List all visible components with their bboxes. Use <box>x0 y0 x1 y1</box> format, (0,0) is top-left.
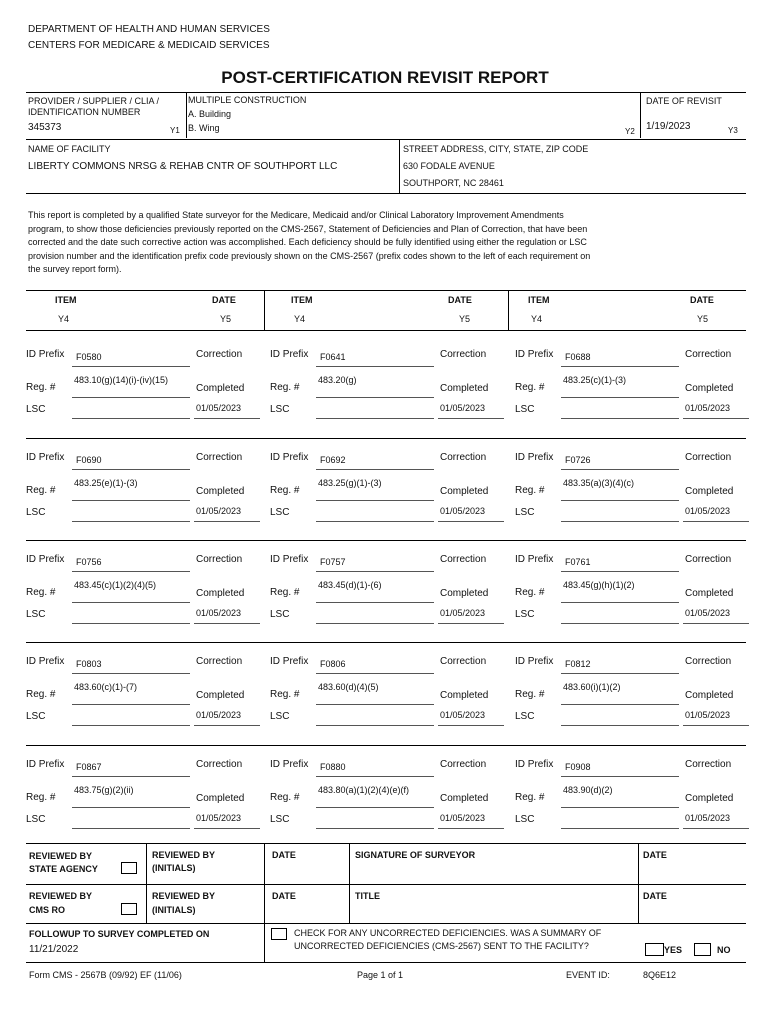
date-underline <box>438 623 504 624</box>
completion-date: 01/05/2023 <box>440 813 486 823</box>
completion-date: 01/05/2023 <box>440 403 486 413</box>
correction-label: Correction <box>440 452 487 463</box>
lsc-underline <box>72 623 190 624</box>
reg-label: Reg. # <box>26 485 56 496</box>
reg-underline <box>316 704 434 705</box>
id-prefix-value: F0580 <box>76 352 102 362</box>
id-prefix-value: F0867 <box>76 762 102 772</box>
reg-underline <box>72 704 190 705</box>
signature-label: SIGNATURE OF SURVEYOR <box>355 850 476 860</box>
reg-label: Reg. # <box>515 792 545 803</box>
lsc-label: LSC <box>270 507 290 518</box>
id-prefix-underline <box>72 571 190 572</box>
correction-label: Correction <box>685 656 732 667</box>
lsc-underline <box>316 418 434 419</box>
uncorrected-question-1: CHECK FOR ANY UNCORRECTED DEFICIENCIES. WAS A SUMMARY OF <box>294 928 602 938</box>
reg-value: 483.25(c)(1)-(3) <box>563 375 627 385</box>
correction-label: Correction <box>196 452 243 463</box>
lsc-underline <box>72 828 190 829</box>
initials-label-2: (INITIALS) <box>152 905 196 915</box>
lsc-label: LSC <box>270 814 290 825</box>
col-item-code: Y4 <box>294 314 306 324</box>
completion-date: 01/05/2023 <box>685 813 731 823</box>
page-number: Page 1 of 1 <box>357 970 404 980</box>
completed-label: Completed <box>440 486 489 497</box>
completed-label: Completed <box>685 588 734 599</box>
title-label: TITLE <box>355 891 380 901</box>
followup-label: FOLLOWUP TO SURVEY COMPLETED ON <box>29 929 210 939</box>
reg-label: Reg. # <box>26 792 56 803</box>
reg-value: 483.60(c)(1)-(7) <box>74 682 138 692</box>
id-prefix-label: ID Prefix <box>26 349 65 360</box>
completed-label: Completed <box>685 486 734 497</box>
construction-label: MULTIPLE CONSTRUCTION <box>188 95 307 105</box>
facility-label: NAME OF FACILITY <box>28 144 111 154</box>
id-prefix-label: ID Prefix <box>270 349 309 360</box>
lsc-label: LSC <box>26 814 46 825</box>
construction-building: A. Building <box>188 109 232 119</box>
date-underline <box>194 828 260 829</box>
completed-label: Completed <box>440 383 489 394</box>
date-underline <box>438 521 504 522</box>
address-label: STREET ADDRESS, CITY, STATE, ZIP CODE <box>403 144 589 154</box>
lsc-label: LSC <box>515 609 535 620</box>
intro-line: provision number and the identification prefix code previously shown on the CMS-2567 (prefix codes shown to the left of each requirement on <box>28 250 591 261</box>
reg-value: 483.45(c)(1)(2)(4)(5) <box>74 580 157 590</box>
reg-label: Reg. # <box>270 587 300 598</box>
id-prefix-underline <box>561 366 679 367</box>
initials-label-2: (INITIALS) <box>152 863 196 873</box>
id-prefix-value: F0757 <box>320 557 346 567</box>
id-prefix-underline <box>561 469 679 470</box>
completed-label: Completed <box>440 588 489 599</box>
reg-underline <box>316 602 434 603</box>
reg-value: 483.25(g)(1)-(3) <box>318 478 382 488</box>
id-prefix-value: F0803 <box>76 659 102 669</box>
col-item-code: Y4 <box>58 314 70 324</box>
reg-label: Reg. # <box>515 587 545 598</box>
date-underline <box>683 418 749 419</box>
completion-date: 01/05/2023 <box>685 403 731 413</box>
id-prefix-label: ID Prefix <box>515 656 554 667</box>
review-date-label: DATE <box>272 891 296 901</box>
reg-label: Reg. # <box>26 587 56 598</box>
yes-label: YES <box>664 945 683 955</box>
completed-label: Completed <box>196 690 245 701</box>
lsc-underline <box>316 725 434 726</box>
col-date-code: Y5 <box>459 314 471 324</box>
reg-value: 483.45(d)(1)-(6) <box>318 580 382 590</box>
completion-date: 01/05/2023 <box>685 608 731 618</box>
completed-label: Completed <box>196 588 245 599</box>
id-prefix-underline <box>72 469 190 470</box>
lsc-underline <box>316 521 434 522</box>
lsc-underline <box>316 623 434 624</box>
id-prefix-underline <box>72 366 190 367</box>
revisit-code: Y3 <box>728 126 738 135</box>
intro-line: This report is completed by a qualified State surveyor for the Medicare, Medicaid and/or Clinical Laboratory Improvement Amendments <box>28 210 564 220</box>
id-prefix-underline <box>561 673 679 674</box>
page-title: POST-CERTIFICATION REVISIT REPORT <box>221 68 549 87</box>
reg-value: 483.20(g) <box>318 375 357 385</box>
col-date-header: DATE <box>212 295 236 305</box>
lsc-underline <box>561 725 679 726</box>
completed-label: Completed <box>440 793 489 804</box>
date-underline <box>438 725 504 726</box>
reg-underline <box>561 704 679 705</box>
date-underline <box>438 418 504 419</box>
reg-label: Reg. # <box>26 689 56 700</box>
id-prefix-label: ID Prefix <box>270 759 309 770</box>
cms-ro-checkbox[interactable] <box>121 903 137 915</box>
col-item-header: ITEM <box>55 295 77 305</box>
id-prefix-label: ID Prefix <box>270 656 309 667</box>
address-street: 630 FODALE AVENUE <box>403 161 495 171</box>
provider-number: 345373 <box>28 122 62 133</box>
id-prefix-underline <box>316 366 434 367</box>
lsc-label: LSC <box>26 609 46 620</box>
revisit-label: DATE OF REVISIT <box>646 96 722 106</box>
state-agency-checkbox[interactable] <box>121 862 137 874</box>
date-underline <box>194 725 260 726</box>
reg-underline <box>72 397 190 398</box>
completion-date: 01/05/2023 <box>685 710 731 720</box>
id-prefix-label: ID Prefix <box>515 759 554 770</box>
reg-underline <box>561 397 679 398</box>
row-divider <box>26 540 746 541</box>
correction-label: Correction <box>685 554 732 565</box>
completion-date: 01/05/2023 <box>196 506 242 516</box>
reg-underline <box>316 397 434 398</box>
construction-code: Y2 <box>625 127 635 136</box>
intro-paragraph <box>28 209 748 277</box>
reg-underline <box>561 500 679 501</box>
correction-label: Correction <box>685 349 732 360</box>
reg-value: 483.45(g)(h)(1)(2) <box>563 580 635 590</box>
correction-label: Correction <box>196 656 243 667</box>
cms-ro-label-1: REVIEWED BY <box>29 891 93 901</box>
id-prefix-value: F0756 <box>76 557 102 567</box>
reg-underline <box>316 500 434 501</box>
centers-name: CENTERS FOR MEDICARE & MEDICAID SERVICES <box>28 40 270 51</box>
lsc-underline <box>72 725 190 726</box>
id-prefix-underline <box>561 776 679 777</box>
correction-label: Correction <box>196 349 243 360</box>
reg-value: 483.25(e)(1)-(3) <box>74 478 138 488</box>
reg-underline <box>72 807 190 808</box>
correction-label: Correction <box>196 759 243 770</box>
lsc-underline <box>561 828 679 829</box>
col-item-header: ITEM <box>291 295 313 305</box>
completion-date: 01/05/2023 <box>440 710 486 720</box>
reg-underline <box>72 500 190 501</box>
reg-value: 483.90(d)(2) <box>563 785 613 795</box>
reg-underline <box>561 807 679 808</box>
correction-label: Correction <box>440 554 487 565</box>
signature-date-label: DATE <box>643 850 667 860</box>
id-prefix-label: ID Prefix <box>26 656 65 667</box>
completion-date: 01/05/2023 <box>440 506 486 516</box>
col-item-code: Y4 <box>531 314 543 324</box>
id-prefix-label: ID Prefix <box>270 554 309 565</box>
id-prefix-underline <box>316 776 434 777</box>
reg-label: Reg. # <box>515 689 545 700</box>
id-prefix-label: ID Prefix <box>515 452 554 463</box>
completed-label: Completed <box>196 793 245 804</box>
event-id-label: EVENT ID: <box>566 970 610 980</box>
completed-label: Completed <box>685 383 734 394</box>
no-label: NO <box>717 945 731 955</box>
lsc-underline <box>561 418 679 419</box>
completed-label: Completed <box>685 793 734 804</box>
title-date-label: DATE <box>643 891 667 901</box>
followup-date: 11/21/2022 <box>29 944 79 955</box>
reg-label: Reg. # <box>270 792 300 803</box>
id-prefix-underline <box>72 673 190 674</box>
date-underline <box>194 521 260 522</box>
row-divider <box>26 438 746 439</box>
reg-label: Reg. # <box>270 485 300 496</box>
lsc-label: LSC <box>515 814 535 825</box>
intro-line: the survey report form). <box>28 264 122 274</box>
address-city: SOUTHPORT, NC 28461 <box>403 178 504 188</box>
id-prefix-value: F0688 <box>565 352 591 362</box>
revisit-date: 1/19/2023 <box>646 121 691 132</box>
date-underline <box>683 521 749 522</box>
completed-label: Completed <box>685 690 734 701</box>
reg-underline <box>72 602 190 603</box>
date-underline <box>438 828 504 829</box>
reg-value: 483.60(i)(1)(2) <box>563 682 621 692</box>
reg-value: 483.35(a)(3)(4)(c) <box>563 478 635 488</box>
id-prefix-underline <box>561 571 679 572</box>
row-divider <box>26 745 746 746</box>
correction-label: Correction <box>440 349 487 360</box>
uncorrected-question-2: UNCORRECTED DEFICIENCIES (CMS-2567) SENT TO THE FACILITY? <box>294 941 589 951</box>
col-date-header: DATE <box>448 295 472 305</box>
id-prefix-value: F0908 <box>565 762 591 772</box>
id-prefix-label: ID Prefix <box>26 452 65 463</box>
lsc-label: LSC <box>515 711 535 722</box>
review-date-label: DATE <box>272 850 296 860</box>
id-prefix-label: ID Prefix <box>26 554 65 565</box>
lsc-label: LSC <box>270 711 290 722</box>
lsc-label: LSC <box>26 404 46 415</box>
id-prefix-value: F0692 <box>320 455 346 465</box>
id-prefix-value: F0880 <box>320 762 346 772</box>
provider-label-2: IDENTIFICATION NUMBER <box>28 107 141 117</box>
id-prefix-label: ID Prefix <box>515 349 554 360</box>
facility-name: LIBERTY COMMONS NRSG & REHAB CNTR OF SOUTHPORT LLC <box>28 161 338 172</box>
correction-label: Correction <box>440 759 487 770</box>
intro-line: program, to show those deficiencies previously reported on the CMS-2567, Statement of Deficiencies and Plan of Correction, that have been <box>28 223 588 234</box>
correction-label: Correction <box>685 759 732 770</box>
id-prefix-value: F0806 <box>320 659 346 669</box>
reg-label: Reg. # <box>515 382 545 393</box>
no-checkbox[interactable] <box>694 943 711 956</box>
completed-label: Completed <box>196 486 245 497</box>
correction-label: Correction <box>196 554 243 565</box>
lsc-underline <box>561 521 679 522</box>
reg-label: Reg. # <box>515 485 545 496</box>
completion-date: 01/05/2023 <box>440 608 486 618</box>
lsc-underline <box>561 623 679 624</box>
id-prefix-underline <box>316 469 434 470</box>
completed-label: Completed <box>440 690 489 701</box>
id-prefix-underline <box>72 776 190 777</box>
completion-date: 01/05/2023 <box>196 813 242 823</box>
uncorrected-checkbox[interactable] <box>271 928 287 940</box>
date-underline <box>683 725 749 726</box>
col-date-header: DATE <box>690 295 714 305</box>
provider-code: Y1 <box>170 126 180 135</box>
lsc-underline <box>316 828 434 829</box>
lsc-label: LSC <box>270 404 290 415</box>
date-underline <box>683 828 749 829</box>
reg-label: Reg. # <box>26 382 56 393</box>
col-date-code: Y5 <box>697 314 709 324</box>
date-underline <box>683 623 749 624</box>
lsc-label: LSC <box>26 507 46 518</box>
lsc-label: LSC <box>26 711 46 722</box>
completion-date: 01/05/2023 <box>196 403 242 413</box>
completion-date: 01/05/2023 <box>196 608 242 618</box>
completion-date: 01/05/2023 <box>685 506 731 516</box>
reg-value: 483.60(d)(4)(5) <box>318 682 379 692</box>
lsc-label: LSC <box>270 609 290 620</box>
id-prefix-value: F0761 <box>565 557 591 567</box>
initials-label-1: REVIEWED BY <box>152 850 216 860</box>
reg-value: 483.10(g)(14)(i)-(iv)(15) <box>74 375 169 385</box>
id-prefix-underline <box>316 571 434 572</box>
id-prefix-label: ID Prefix <box>270 452 309 463</box>
yes-checkbox[interactable] <box>645 943 664 956</box>
department-name: DEPARTMENT OF HEALTH AND HUMAN SERVICES <box>28 24 270 35</box>
col-item-header: ITEM <box>528 295 550 305</box>
reg-value: 483.75(g)(2)(ii) <box>74 785 134 795</box>
completion-date: 01/05/2023 <box>196 710 242 720</box>
id-prefix-underline <box>316 673 434 674</box>
state-agency-label-2: STATE AGENCY <box>29 864 98 874</box>
id-prefix-value: F0726 <box>565 455 591 465</box>
col-date-code: Y5 <box>220 314 232 324</box>
lsc-label: LSC <box>515 507 535 518</box>
provider-label-1: PROVIDER / SUPPLIER / CLIA / <box>28 96 160 106</box>
cms-ro-label-2: CMS RO <box>29 905 65 915</box>
id-prefix-value: F0812 <box>565 659 591 669</box>
correction-label: Correction <box>440 656 487 667</box>
reg-value: 483.80(a)(1)(2)(4)(e)(f) <box>318 785 410 795</box>
id-prefix-label: ID Prefix <box>26 759 65 770</box>
date-underline <box>194 623 260 624</box>
id-prefix-value: F0690 <box>76 455 102 465</box>
completed-label: Completed <box>196 383 245 394</box>
reg-label: Reg. # <box>270 689 300 700</box>
reg-label: Reg. # <box>270 382 300 393</box>
initials-label-1: REVIEWED BY <box>152 891 216 901</box>
lsc-label: LSC <box>515 404 535 415</box>
date-underline <box>194 418 260 419</box>
event-id-value: 8Q6E12 <box>643 970 677 980</box>
row-divider <box>26 642 746 643</box>
lsc-underline <box>72 418 190 419</box>
id-prefix-value: F0641 <box>320 352 346 362</box>
correction-label: Correction <box>685 452 732 463</box>
construction-wing: B. Wing <box>188 123 220 133</box>
form-number: Form CMS - 2567B (09/92) EF (11/06) <box>29 970 182 980</box>
reg-underline <box>561 602 679 603</box>
state-agency-label-1: REVIEWED BY <box>29 851 93 861</box>
lsc-underline <box>72 521 190 522</box>
reg-underline <box>316 807 434 808</box>
intro-line: corrected and the date such corrective action was accomplished. Each deficiency should be fully identified using either the regulation or LSC <box>28 237 587 247</box>
id-prefix-label: ID Prefix <box>515 554 554 565</box>
